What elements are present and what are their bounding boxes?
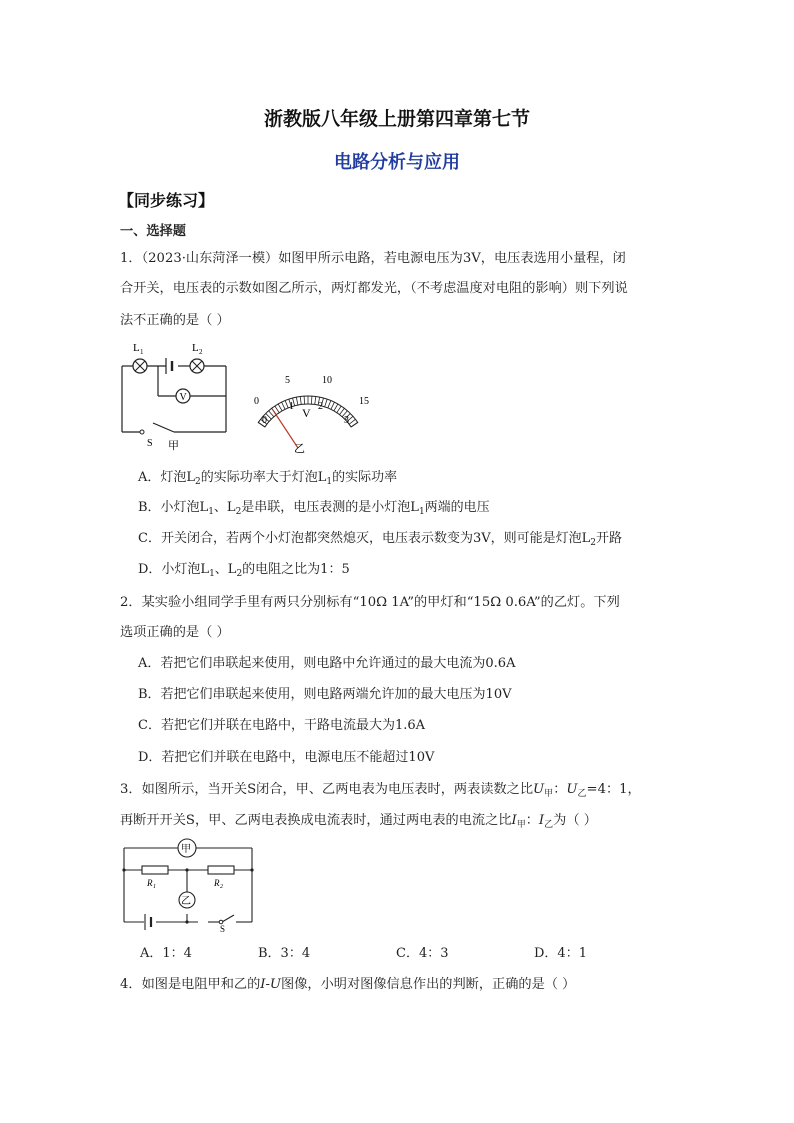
scale-bottom-1: 1 xyxy=(289,401,294,412)
l2-subscript: 2 xyxy=(199,348,203,356)
voltmeter-label: V xyxy=(179,392,187,403)
page-subtitle: 电路分析与应用 xyxy=(334,152,460,173)
q1-text-line2: 合开关，电压表的示数如图乙所示，两灯都发光，（不考虑温度对电阻的影响）则下列说 xyxy=(120,281,628,296)
q3-option-d: D．4：1 xyxy=(534,946,587,961)
resistor-r1-icon xyxy=(142,866,168,874)
scale-top-0: 0 xyxy=(254,396,259,407)
q1-option-b: B．小灯泡$L_1$、$L_2$是串联，电压表测的是小灯泡$L_1$两端的电压 xyxy=(138,500,490,517)
dial-unit-v: V xyxy=(302,406,311,420)
scale-bottom-0: 0 xyxy=(262,415,267,426)
scale-top-5: 5 xyxy=(285,375,290,386)
q4-text: 4．如图是电阻甲和乙的I-U图像，小明对图像信息作出的判断，正确的是（ ） xyxy=(120,977,576,992)
q2-text-line1: 2．某实验小组同学手里有两只分别标有“10Ω 1A”的甲灯和“15Ω 0.6A”的乙灯。下列 xyxy=(120,595,620,610)
page-title: 浙教版八年级上册第四章第七节 xyxy=(263,108,530,130)
l2-label: L xyxy=(192,342,199,354)
fig-yi-caption: 乙 xyxy=(294,443,305,455)
l1-label: L xyxy=(133,342,140,354)
section-heading: 【同步练习】 xyxy=(118,191,215,210)
q3-option-a: A．1：4 xyxy=(140,946,192,961)
q3-option-c: C．4：3 xyxy=(396,946,449,961)
r2-subscript: 2 xyxy=(220,884,223,890)
q3-option-b: B．3：4 xyxy=(258,946,311,961)
r1-subscript: 1 xyxy=(153,884,156,890)
meter-yi-label: 乙 xyxy=(181,896,191,907)
part-heading: 一、选择题 xyxy=(120,224,186,239)
resistor-r2-icon xyxy=(208,866,234,874)
q2-option-d: D．若把它们并联在电路中，电源电压不能超过10V xyxy=(138,750,435,765)
switch-label: S xyxy=(220,924,226,934)
q2-option-a: A．若把它们串联起来使用，则电路中允许通过的最大电流为0.6A xyxy=(138,656,516,671)
switch-label: S xyxy=(147,438,153,449)
r2-label: R xyxy=(214,878,220,888)
scale-top-15: 15 xyxy=(359,396,369,407)
switch-contact-icon xyxy=(140,430,144,434)
fig-jia-caption: 甲 xyxy=(168,440,179,452)
r1-label: R xyxy=(147,878,153,888)
q1-option-c: C．开关闭合，若两个小灯泡都突然熄灭，电压表示数变为3V，则可能是灯泡$L_2$开路 xyxy=(138,531,622,548)
q3-text-line1: 3．如图所示，当开关S闭合，甲、乙两电表为电压表时，两表读数之比$U_甲$：$U_乙=4$：1， xyxy=(120,782,641,799)
meter-jia-label: 甲 xyxy=(181,844,191,855)
q1-voltmeter-dial-yi xyxy=(244,364,378,458)
l1-subscript: 1 xyxy=(140,348,144,356)
scale-top-10: 10 xyxy=(322,375,332,386)
q2-option-c: C．若把它们并联在电路中，干路电流最大为1.6A xyxy=(138,718,426,733)
q1-text-line3: 法不正确的是（ ） xyxy=(120,313,230,328)
q2-option-b: B．若把它们串联起来使用，则电路两端允许加的最大电压为10V xyxy=(138,687,512,702)
lamp-l1-icon xyxy=(133,359,147,373)
lamp-l2-icon xyxy=(190,359,204,373)
q1-option-a: A．灯泡$L_2$的实际功率大于灯泡$L_1$的实际功率 xyxy=(138,470,398,487)
dial-tick xyxy=(311,396,312,404)
scale-bottom-3: 3 xyxy=(344,415,349,426)
q1-option-d: D．小灯泡$L_1$、$L_2$的电阻之比为1：5 xyxy=(138,562,350,579)
q3-text-line2: 再断开开关S，甲、乙两电表换成电流表时，通过两电表的电流之比$I_甲$：$I_乙$为（ ） xyxy=(120,813,597,830)
dial-tick xyxy=(304,396,305,404)
scale-bottom-2: 2 xyxy=(318,401,323,412)
q1-text-line1: 1．（2023·山东菏泽一模）如图甲所示电路，若电源电压为3V，电压表选用小量程，闭 xyxy=(120,251,626,266)
q2-text-line2: 选项正确的是（ ） xyxy=(120,625,230,640)
q3-circuit-diagram xyxy=(118,834,260,934)
q1-circuit-diagram-jia xyxy=(116,338,246,458)
